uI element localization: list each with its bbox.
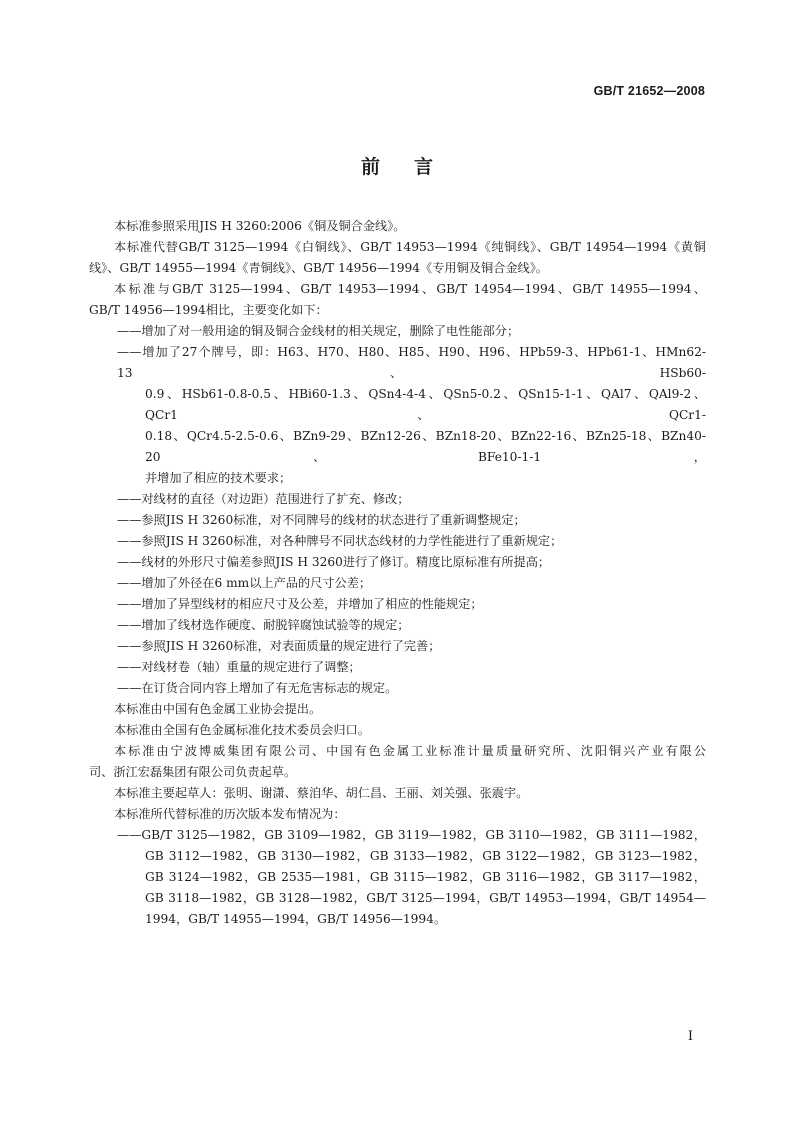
change-item: ——增加了线材选作硬度、耐脱锌腐蚀试验等的规定； — [117, 618, 410, 632]
change-item-grades-line4: 并增加了相应的技术要求； — [145, 471, 292, 485]
foreword-body — [89, 216, 706, 930]
history-line1: ——GB/T 3125—1982，GB 3109—1982，GB 3119—1982，GB 3110—1982，GB 3111—1982， — [117, 828, 706, 842]
change-item-grades-line2: 0.9、HSb61-0.8-0.5、HBi60-1.3、QSn4-4-4、QSn5-0.2、QSn15-1-1、QAl7、QAl9-2、QCr1、QCr1- — [145, 387, 706, 422]
history-line3: GB 3124—1982，GB 2535—1981，GB 3115—1982，GB 3116—1982，GB 3117—1982， — [145, 870, 706, 884]
change-item: ——参照JIS H 3260标准，对表面质量的规定进行了完善； — [117, 639, 441, 653]
change-item: ——对线材卷（轴）重量的规定进行了调整； — [117, 660, 361, 674]
standard-number: GB/T 21652—2008 — [593, 84, 705, 98]
paragraph-drafting-units-line2: 司、浙江宏磊集团有限公司负责起草。 — [89, 765, 297, 779]
paragraph-history: 本标准所代替标准的历次版本发布情况为： — [114, 807, 346, 821]
paragraph-changes-line1: 本标准与GB/T 3125—1994、GB/T 14953—1994、GB/T 14954—1994、GB/T 14955—1994、 — [114, 282, 706, 296]
history-line5: 1994，GB/T 14955—1994，GB/T 14956—1994。 — [145, 912, 447, 926]
change-item: ——增加了异型线材的相应尺寸及公差，并增加了相应的性能规定； — [117, 597, 483, 611]
history-line2: GB 3112—1982，GB 3130—1982，GB 3133—1982，GB 3122—1982，GB 3123—1982， — [145, 849, 706, 863]
page-title: 前言 — [360, 156, 467, 178]
paragraph-reference: 本标准参照采用JIS H 3260:2006《铜及铜合金线》。 — [114, 219, 406, 233]
change-item: ——对线材的直径（对边距）范围进行了扩充、修改； — [117, 492, 410, 506]
history-line4: GB 3118—1982，GB 3128—1982，GB/T 3125—1994，GB/T 14953—1994，GB/T 14954— — [145, 891, 706, 905]
paragraph-replaces-line1: 本标准代替GB/T 3125—1994《白铜线》、GB/T 14953—1994《纯铜线》、GB/T 14954—1994《黄铜 — [114, 240, 706, 254]
change-item: ——参照JIS H 3260标准，对各种牌号不同状态线材的力学性能进行了重新规定； — [117, 534, 563, 548]
paragraph-administrator: 本标准由全国有色金属标准化技术委员会归口。 — [114, 723, 370, 737]
paragraph-drafting-units-line1: 本标准由宁波博威集团有限公司、中国有色金属工业标准计量质量研究所、沈阳铜兴产业有限公 — [114, 744, 706, 758]
change-item: ——增加了外径在6 mm以上产品的尺寸公差； — [117, 576, 372, 590]
page-number: I — [687, 1029, 693, 1044]
paragraph-changes-line2: GB/T 14956—1994相比，主要变化如下： — [89, 303, 328, 317]
paragraph-replaces-line2: 线》、GB/T 14955—1994《青铜线》、GB/T 14956—1994《专用铜及铜合金线》。 — [89, 261, 548, 275]
change-item-grades-line1: ——增加了27个牌号，即：H63、H70、H80、H85、H90、H96、HPb59-3、HPb61-1、HMn62-13、HSb60- — [117, 345, 706, 380]
paragraph-proposer: 本标准由中国有色金属工业协会提出。 — [114, 702, 322, 716]
change-item-grades-line3: 0.18、QCr4.5-2.5-0.6、BZn9-29、BZn12-26、BZn18-20、BZn22-16、BZn25-18、BZn40-20、BFe10-1-1， — [145, 429, 706, 464]
change-item: ——线材的外形尺寸偏差参照JIS H 3260进行了修订。精度比原标准有所提高； — [117, 555, 551, 569]
paragraph-drafters: 本标准主要起草人：张明、谢潇、蔡洎华、胡仁昌、王丽、刘关强、张震宇。 — [114, 786, 529, 800]
change-item: ——增加了对一般用途的铜及铜合金线材的相关规定，删除了电性能部分； — [117, 324, 520, 338]
change-item: ——在订货合同内容上增加了有无危害标志的规定。 — [117, 681, 398, 695]
change-item: ——参照JIS H 3260标准，对不同牌号的线材的状态进行了重新调整规定； — [117, 513, 526, 527]
